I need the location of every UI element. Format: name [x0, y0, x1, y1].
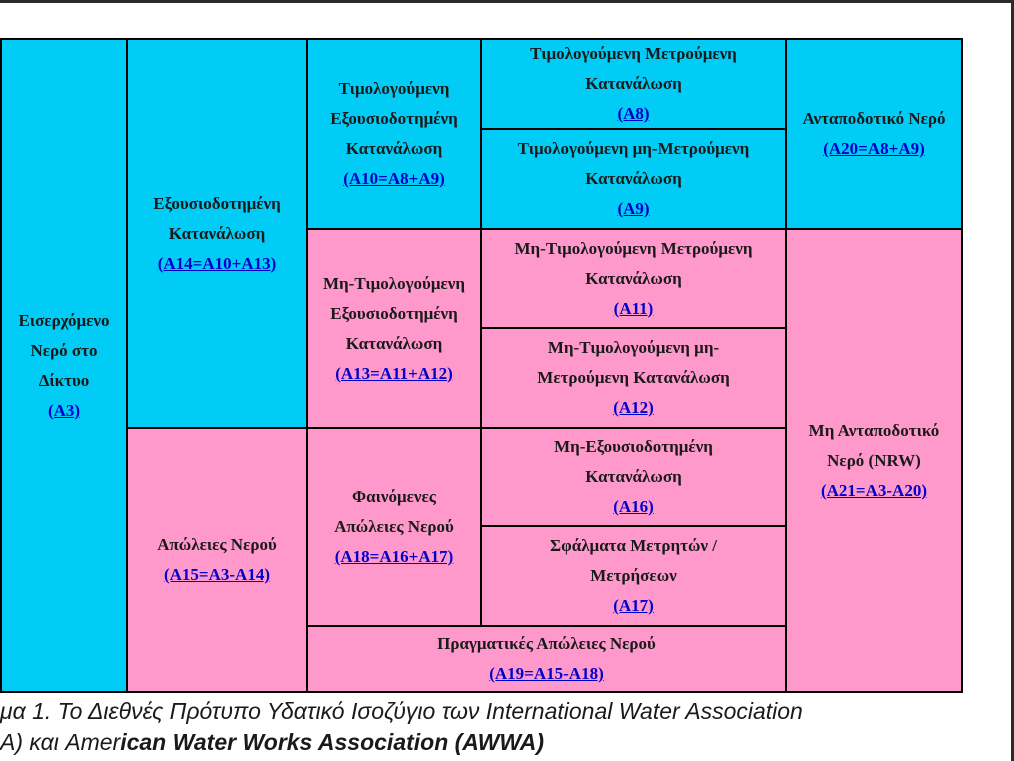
cell-unbilled-unmetered-consumption	[480, 327, 787, 429]
cell-real-losses	[306, 625, 787, 693]
cell-billed-unmetered-consumption	[480, 128, 787, 230]
cell-label: Εξουσιοδοτημένη Κατανάλωση	[153, 193, 281, 243]
caption-text-bold: ican Water Works Association (AWWA)	[120, 729, 545, 755]
caption-text: μα 1. Το Διεθνές Πρότυπο Υδατικό Ισοζύγιο των International Water Association	[0, 698, 803, 724]
cell-code-link[interactable]: (A15=A3-A14)	[163, 565, 270, 584]
top-border	[0, 0, 1014, 3]
cell-label: Εισερχόμενο Νερό στο Δίκτυο	[18, 310, 110, 390]
cell-code-link[interactable]: (A17)	[613, 596, 654, 615]
cell-code-link[interactable]: (A8)	[617, 104, 650, 123]
cell-code-link[interactable]: (A12)	[613, 398, 654, 417]
figure-caption-line-1	[0, 698, 803, 725]
cell-unbilled-authorized-consumption	[306, 228, 482, 429]
cell-code-link[interactable]: (A19=A15-A18)	[489, 664, 604, 683]
cell-system-input-volume	[0, 38, 128, 693]
cell-water-losses	[126, 427, 308, 693]
cell-code-link[interactable]: (A16)	[613, 497, 654, 516]
cell-code-link[interactable]: (A13=A11+A12)	[335, 363, 453, 383]
cell-label: Τιμολογούμενη Εξουσιοδοτημένη Κατανάλωση	[330, 79, 458, 158]
cell-code-link[interactable]: (A18=A16+A17)	[334, 547, 454, 566]
cell-label: Απώλειες Νερού	[157, 535, 277, 554]
cell-code-link[interactable]: (A9)	[617, 199, 650, 218]
cell-label: Μη-Εξουσιοδοτημένη Κατανάλωση	[554, 437, 713, 486]
cell-metering-errors	[480, 525, 787, 627]
cell-unbilled-metered-consumption	[480, 228, 787, 329]
cell-label: Ανταποδοτικό Νερό	[802, 109, 946, 128]
cell-code-link[interactable]: (A21=A3-A20)	[820, 480, 927, 500]
cell-authorized-consumption	[126, 38, 308, 429]
cell-non-revenue-water	[785, 228, 963, 693]
cell-label: Φαινόμενες Απώλειες Νερού	[334, 487, 454, 536]
cell-label: Μη-Τιμολογούμενη Μετρούμενη Κατανάλωση	[514, 238, 753, 288]
cell-code-link[interactable]: (A3)	[47, 400, 81, 420]
cell-billed-metered-consumption	[480, 38, 787, 130]
cell-code-link[interactable]: (A20=A8+A9)	[823, 139, 925, 158]
cell-label: Τιμολογούμενη Μετρούμενη Κατανάλωση	[530, 44, 737, 93]
cell-label: Μη-Τιμολογούμενη μη-Μετρούμενη Κατανάλωση	[537, 338, 730, 387]
cell-label: Πραγματικές Απώλειες Νερού	[437, 634, 656, 653]
cell-billed-authorized-consumption	[306, 38, 482, 230]
cell-apparent-losses	[306, 427, 482, 627]
cell-code-link[interactable]: (A11)	[613, 298, 654, 318]
figure-caption-line-2	[0, 729, 544, 756]
cell-label: Τιμολογούμενη μη-Μετρούμενη Κατανάλωση	[517, 139, 750, 188]
cell-label: Μη Ανταποδοτικό Νερό (NRW)	[808, 420, 940, 470]
caption-text-plain: A) και Amer	[0, 729, 121, 755]
cell-revenue-water	[785, 38, 963, 230]
cell-label: Μη-Τιμολογούμενη Εξουσιοδοτημένη Κατανάλωση	[322, 273, 466, 353]
cell-label: Σφάλματα Μετρητών / Μετρήσεων	[550, 536, 717, 585]
cell-unauthorized-consumption	[480, 427, 787, 527]
cell-code-link[interactable]: (A14=A10+A13)	[157, 253, 277, 273]
cell-code-link[interactable]: (A10=A8+A9)	[343, 169, 445, 188]
